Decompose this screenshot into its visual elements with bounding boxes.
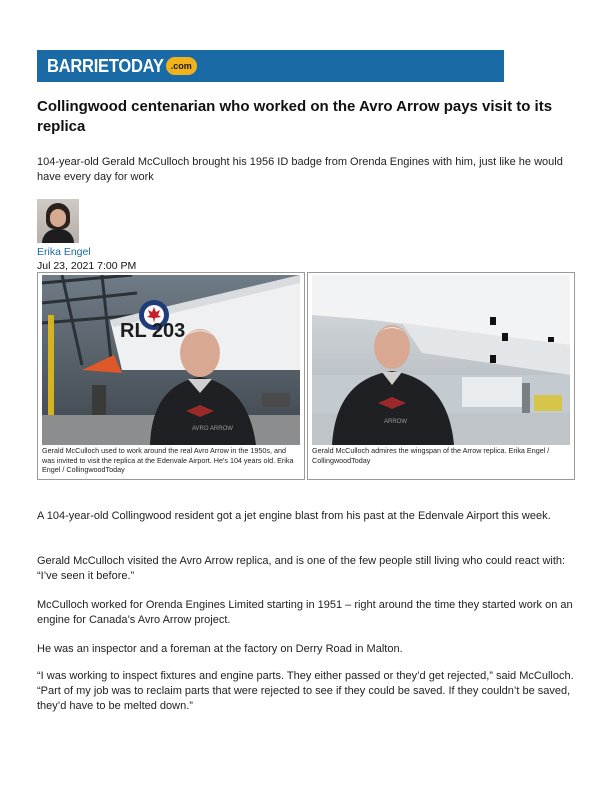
photo-frame-2 <box>307 272 575 480</box>
svg-text:ARROW: ARROW <box>384 419 407 425</box>
photo-avro-tail-image <box>42 275 300 445</box>
photo-frame-1 <box>37 272 305 480</box>
photo-avro-wing <box>312 275 570 445</box>
publish-date: Jul 23, 2021 7:00 PM <box>37 260 137 272</box>
author-avatar <box>37 199 79 243</box>
tail-registration-text: RL 203 <box>120 320 186 342</box>
svg-text:AVRO ARROW: AVRO ARROW <box>192 426 233 432</box>
photo-caption-1: Gerald McCulloch used to work around the real Avro Arrow in the 1950s, and was invited to visit the replica at the Edenvale Airport. He's 104 years old. Erika Engel / CollingwoodToday <box>42 446 294 475</box>
article-subhead: 104-year-old Gerald McCulloch brought his 1956 ID badge from Orenda Engines with him, just like he would have every day for work <box>37 156 563 183</box>
logo-text: BARRIETODAY <box>47 55 164 76</box>
author-link[interactable]: Erika Engel <box>37 246 91 258</box>
body-paragraph-1: A 104-year-old Collingwood resident got a jet engine blast from his past at the Edenvale Airport this week. <box>37 510 551 522</box>
body-paragraph-4: He was an inspector and a foreman at the factory on Derry Road in Malton. <box>37 643 403 655</box>
article-headline: Collingwood centenarian who worked on the Avro Arrow pays visit to its replica <box>37 98 553 135</box>
photo-avro-wing-image <box>312 275 570 445</box>
site-logo[interactable] <box>47 55 197 77</box>
masthead-banner <box>37 50 504 82</box>
logo-suffix-badge: .com <box>166 57 197 75</box>
body-paragraph-2: Gerald McCulloch visited the Avro Arrow replica, and is one of the few people still living who could react with: “I’ve seen it before.” <box>37 555 566 582</box>
body-paragraph-5: “I was working to inspect fixtures and engine parts. They either passed or they’d get rejected,” said McCulloch. “Part of my job was to reclaim parts that were rejected to see if they could be saved. If they couldn’t be saved, they’d have to be melted down.” <box>37 670 574 712</box>
photo-caption-2: Gerald McCulloch admires the wingspan of the Arrow replica. Erika Engel / CollingwoodToday <box>312 446 550 465</box>
body-paragraph-3: McCulloch worked for Orenda Engines Limited starting in 1951 – right around the time they started work on an engine for Canada’s Avro Arrow project. <box>37 599 573 626</box>
photo-avro-tail <box>42 275 300 445</box>
